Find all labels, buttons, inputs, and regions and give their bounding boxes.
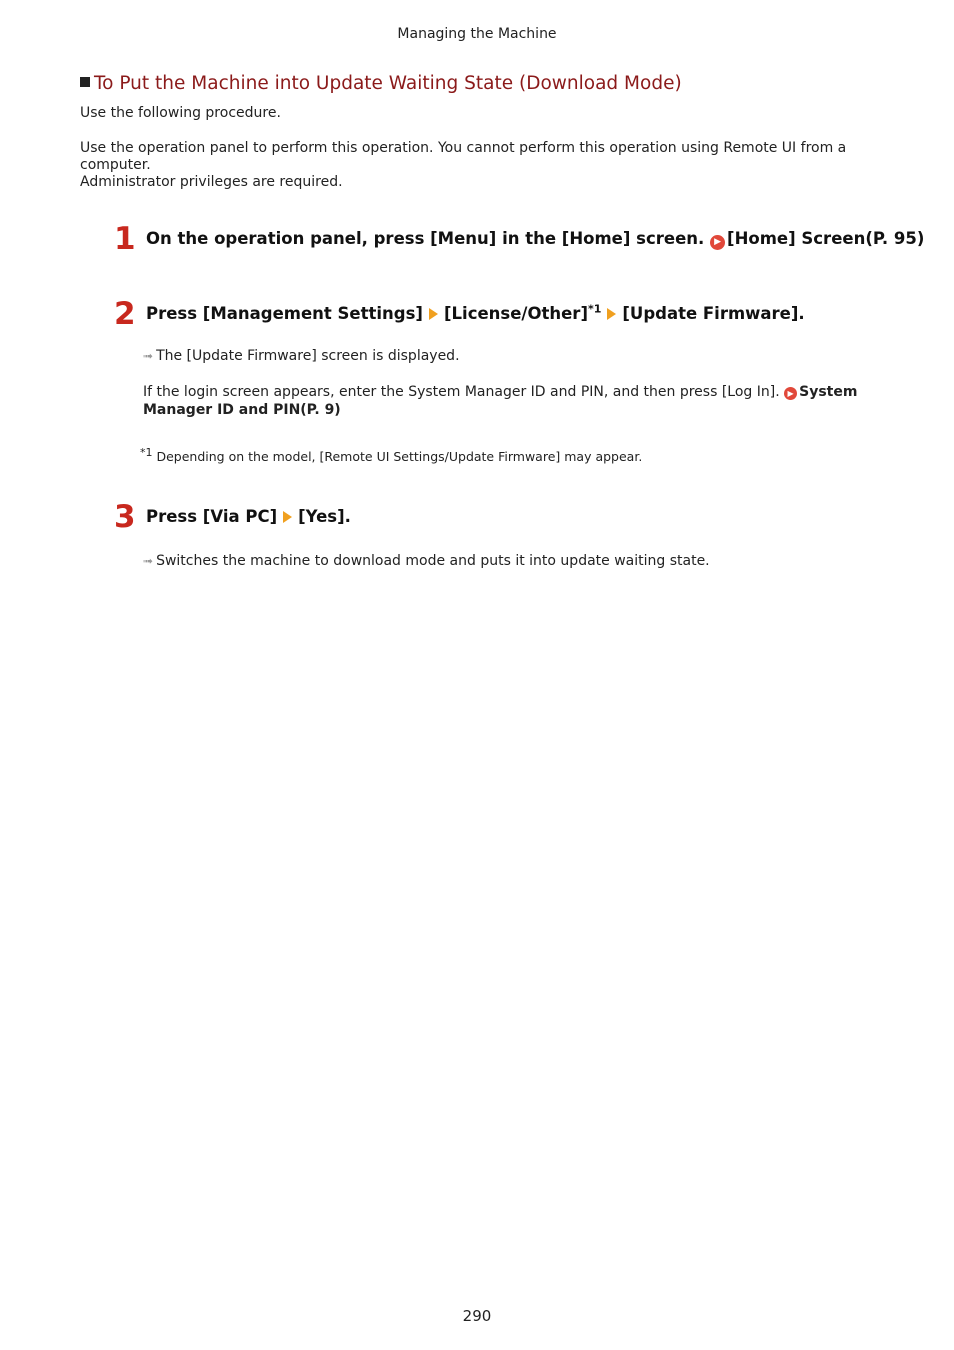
- page-number: 290: [462, 1307, 492, 1325]
- circle-arrow-icon: ▶: [784, 387, 797, 400]
- login-note-text: If the login screen appears, enter the System Manager ID and PIN, and then press [Log In].: [143, 384, 780, 400]
- update-firmware-label: [Update Firmware].: [622, 304, 805, 323]
- footnote-mark-label: *1: [140, 445, 153, 459]
- step-number-2: 2: [114, 296, 136, 332]
- footnote: [140, 445, 643, 464]
- via-pc-label: Press [Via PC]: [146, 507, 278, 526]
- intro-text: Use the following procedure.: [80, 105, 281, 121]
- step-1-instruction: On the operation panel, press [Menu] in the [Home] screen.: [146, 229, 705, 248]
- requirements-note: [80, 140, 860, 191]
- circle-arrow-icon: ▶: [710, 235, 725, 250]
- yes-label: [Yes].: [298, 507, 351, 526]
- footnote-mark: *1: [587, 302, 602, 316]
- step-2-result: [143, 348, 460, 365]
- orange-triangle-icon: [429, 308, 438, 320]
- right-arrow-icon: ➟: [143, 554, 154, 568]
- section-title-text: To Put the Machine into Update Waiting State (Download Mode): [94, 73, 682, 94]
- login-note: [143, 383, 863, 419]
- running-header: Managing the Machine: [397, 26, 557, 42]
- requirements-line-2: Administrator privileges are required.: [80, 174, 343, 190]
- orange-triangle-icon: [283, 511, 292, 523]
- step-1-text: [146, 229, 924, 250]
- footnote-text: Depending on the model, [Remote UI Settings/Update Firmware] may appear.: [156, 449, 643, 464]
- section-title: [80, 73, 682, 94]
- home-screen-link-label: [Home] Screen(P. 95): [727, 229, 925, 248]
- square-bullet-icon: [80, 77, 90, 87]
- step-number-1: 1: [114, 221, 136, 257]
- orange-triangle-icon: [607, 308, 616, 320]
- system-manager-link-label: System Manager ID and PIN(P. 9): [143, 384, 858, 418]
- requirements-line-1: Use the operation panel to perform this operation. You cannot perform this operation using Remote UI from a computer.: [80, 140, 847, 173]
- step-3-text: [146, 507, 351, 526]
- step-2-result-text: The [Update Firmware] screen is displayed.: [156, 348, 460, 364]
- management-settings-label: Press [Management Settings]: [146, 304, 423, 323]
- home-screen-link[interactable]: [710, 229, 924, 248]
- right-arrow-icon: ➟: [143, 349, 154, 363]
- license-other-label: [License/Other]: [443, 304, 588, 323]
- step-number-3: 3: [114, 499, 136, 535]
- step-2-text: [146, 304, 805, 323]
- step-3-result: [143, 553, 710, 570]
- step-3-result-text: Switches the machine to download mode and puts it into update waiting state.: [156, 553, 710, 569]
